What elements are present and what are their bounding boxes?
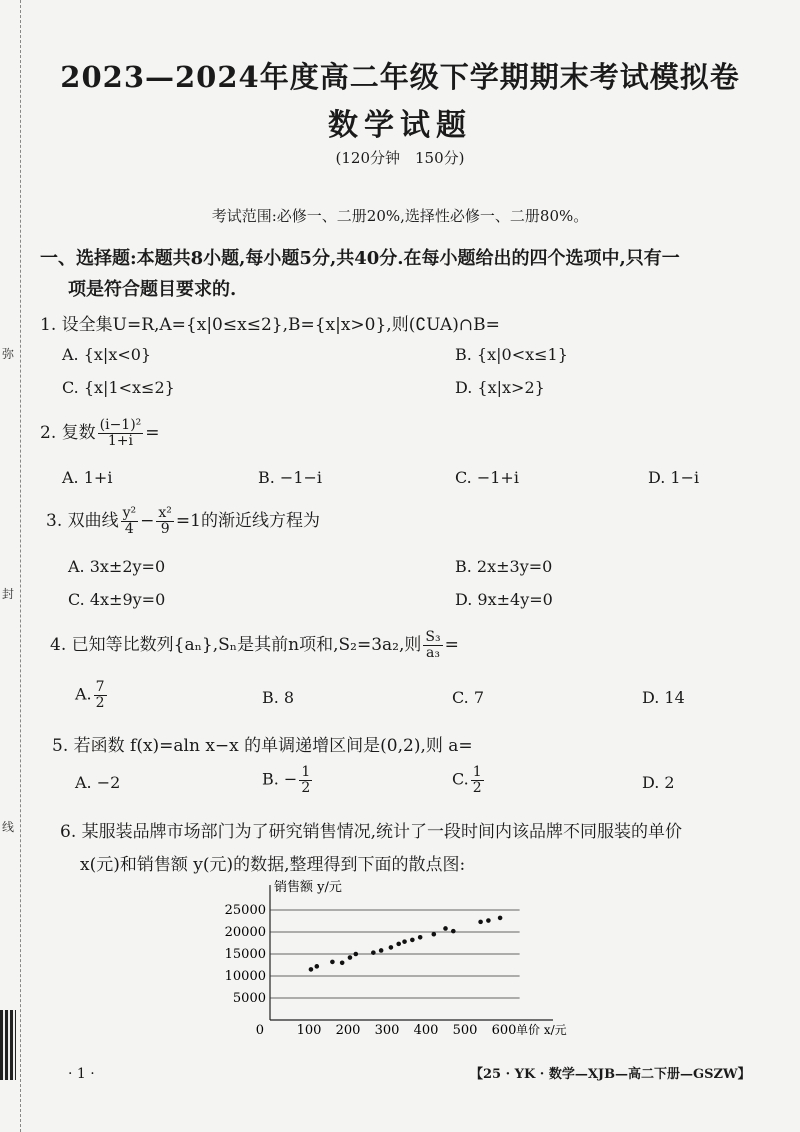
- q4-a-num: 7: [95, 679, 105, 695]
- q6-line1: 6. 某服装品牌市场部门为了研究销售情况,统计了一段时间内该品牌不同服装的单价: [60, 822, 683, 842]
- scatter-point-18: [498, 916, 503, 921]
- q1-stem: 1. 设全集U=R,A={x|0≤x≤2},B={x|x>0},则(∁UA)∩B=: [40, 315, 500, 335]
- q5-option-b: [262, 765, 314, 795]
- x-axis-label: 单价 x/元: [516, 1023, 567, 1035]
- q1-option-d: D. {x|x>2}: [455, 378, 545, 397]
- binding-line: [20, 0, 21, 1132]
- q5-option-c: [452, 765, 486, 795]
- page-number: · 1 ·: [68, 1066, 95, 1082]
- margin-mark-1: 弥: [2, 347, 15, 361]
- q3-d1: 4: [124, 521, 134, 537]
- scatter-point-15: [451, 929, 456, 934]
- q4-option-b: B. 8: [262, 688, 295, 707]
- q4-option-c: C. 7: [452, 688, 485, 707]
- q3-minus: −: [140, 511, 155, 531]
- q3-stem: [46, 506, 320, 537]
- q5-b-num: 1: [301, 764, 311, 780]
- q2-option-b: B. −1−i: [258, 468, 323, 487]
- scatter-point-0: [309, 967, 314, 972]
- q4-a-den: 2: [95, 694, 105, 711]
- q2-den: 1+i: [107, 433, 134, 449]
- q3-n1: y²: [122, 505, 137, 522]
- scatter-point-5: [354, 952, 359, 957]
- q5-b-label: B. −: [262, 769, 298, 789]
- margin-mark-2: 封: [2, 587, 15, 601]
- x-tick-label-5: 600: [491, 1023, 517, 1035]
- y-axis-label: 销售额 y/元: [274, 880, 342, 895]
- q4-option-a: [75, 680, 109, 710]
- q5-c-label: C.: [452, 769, 469, 789]
- x-tick-label-3: 400: [413, 1023, 439, 1035]
- q4-fraction: [423, 630, 442, 660]
- exam-scope: 考试范围:必修一、二册20%,选择性必修一、二册80%。: [211, 207, 589, 225]
- scatter-point-9: [396, 942, 401, 947]
- x-tick-label-4: 500: [452, 1023, 478, 1035]
- q5-c-num: 1: [472, 764, 482, 780]
- q3-option-b: B. 2x±3y=0: [455, 557, 553, 576]
- scatter-chart: [210, 875, 590, 1035]
- q3-frac-x: [156, 506, 174, 536]
- q3-option-c: C. 4x±9y=0: [68, 590, 166, 609]
- x-tick-label-1: 200: [335, 1023, 361, 1035]
- q2-prefix: 2. 复数: [40, 423, 96, 443]
- q3-prefix: 3. 双曲线: [46, 511, 119, 531]
- section-heading-line1: 一、选择题:本题共8小题,每小题5分,共40分.在每小题给出的四个选项中,只有一: [40, 248, 680, 269]
- q2-option-a: A. 1+i: [62, 468, 113, 487]
- x-tick-label-2: 300: [374, 1023, 400, 1035]
- scatter-point-17: [486, 918, 491, 923]
- q4-num: S₃: [425, 629, 441, 646]
- q3-option-d: D. 9x±4y=0: [455, 590, 553, 609]
- scatter-point-13: [432, 932, 437, 937]
- margin-mark-3: 线: [2, 820, 15, 834]
- exam-meta: (120分钟 150分): [335, 149, 465, 167]
- q2-option-d: D. 1−i: [648, 468, 700, 487]
- q2-fraction: [98, 418, 144, 448]
- q3-suffix: =1的渐近线方程为: [175, 511, 320, 531]
- scatter-point-10: [402, 939, 407, 944]
- q3-frac-y: [121, 506, 139, 536]
- q4-stem: [50, 630, 459, 661]
- scatter-point-7: [379, 948, 384, 953]
- q2-option-c: C. −1+i: [455, 468, 519, 487]
- footer-code: 【25 · YK · 数学—XJB—高二下册—GSZW】: [470, 1067, 751, 1082]
- q5-c-den: 2: [472, 779, 482, 796]
- q4-a-fraction: [94, 680, 107, 710]
- q5-option-d: D. 2: [642, 773, 675, 792]
- q1-option-b: B. {x|0<x≤1}: [455, 345, 568, 364]
- q3-option-a: A. 3x±2y=0: [68, 557, 166, 576]
- y-tick-label-1: 10000: [224, 969, 266, 984]
- scatter-point-2: [330, 960, 335, 965]
- scatter-point-12: [418, 935, 423, 940]
- qr-code: [0, 1010, 16, 1080]
- y-tick-label-3: 20000: [224, 925, 266, 940]
- q2-num: (i−1)²: [99, 417, 142, 434]
- scatter-point-8: [389, 945, 394, 950]
- x-tick-label-0: 100: [296, 1023, 322, 1035]
- y-tick-label-4: 25000: [224, 903, 266, 918]
- origin-label: 0: [255, 1023, 264, 1035]
- q5-b-den: 2: [301, 779, 311, 796]
- q5-c-fraction: [471, 765, 484, 795]
- q1-option-a: A. {x|x<0}: [62, 345, 152, 364]
- q1-option-c: C. {x|1<x≤2}: [62, 378, 175, 397]
- section-heading-line2: 项是符合题目要求的.: [68, 279, 237, 300]
- exam-title: 2023—2024年度高二年级下学期期末考试模拟卷: [60, 60, 740, 94]
- scatter-point-4: [348, 955, 353, 960]
- q2-suffix: =: [145, 423, 160, 443]
- q5-option-a: A. −2: [75, 773, 121, 792]
- scatter-point-16: [478, 920, 483, 925]
- q4-suffix: =: [444, 635, 459, 655]
- q4-a-label: A.: [75, 684, 92, 704]
- y-tick-label-2: 15000: [224, 947, 266, 962]
- scatter-point-3: [340, 961, 345, 966]
- scatter-point-1: [315, 964, 320, 969]
- q3-n2: x²: [158, 505, 172, 522]
- subject-title: 数学试题: [328, 108, 472, 143]
- q5-b-fraction: [299, 765, 312, 795]
- y-tick-label-0: 5000: [232, 991, 266, 1006]
- q4-prefix: 4. 已知等比数列{aₙ},Sₙ是其前n项和,S₂=3a₂,则: [50, 635, 422, 655]
- q6-line2: x(元)和销售额 y(元)的数据,整理得到下面的散点图:: [80, 855, 466, 875]
- q5-stem: 5. 若函数 f(x)=aln x−x 的单调递增区间是(0,2),则 a=: [52, 736, 473, 756]
- scatter-point-11: [410, 938, 415, 943]
- q2-stem: [40, 418, 160, 449]
- q4-option-d: D. 14: [642, 688, 685, 707]
- q4-den: a₃: [426, 645, 440, 661]
- scatter-point-6: [371, 950, 376, 955]
- scatter-point-14: [443, 926, 448, 931]
- q3-d2: 9: [160, 521, 170, 537]
